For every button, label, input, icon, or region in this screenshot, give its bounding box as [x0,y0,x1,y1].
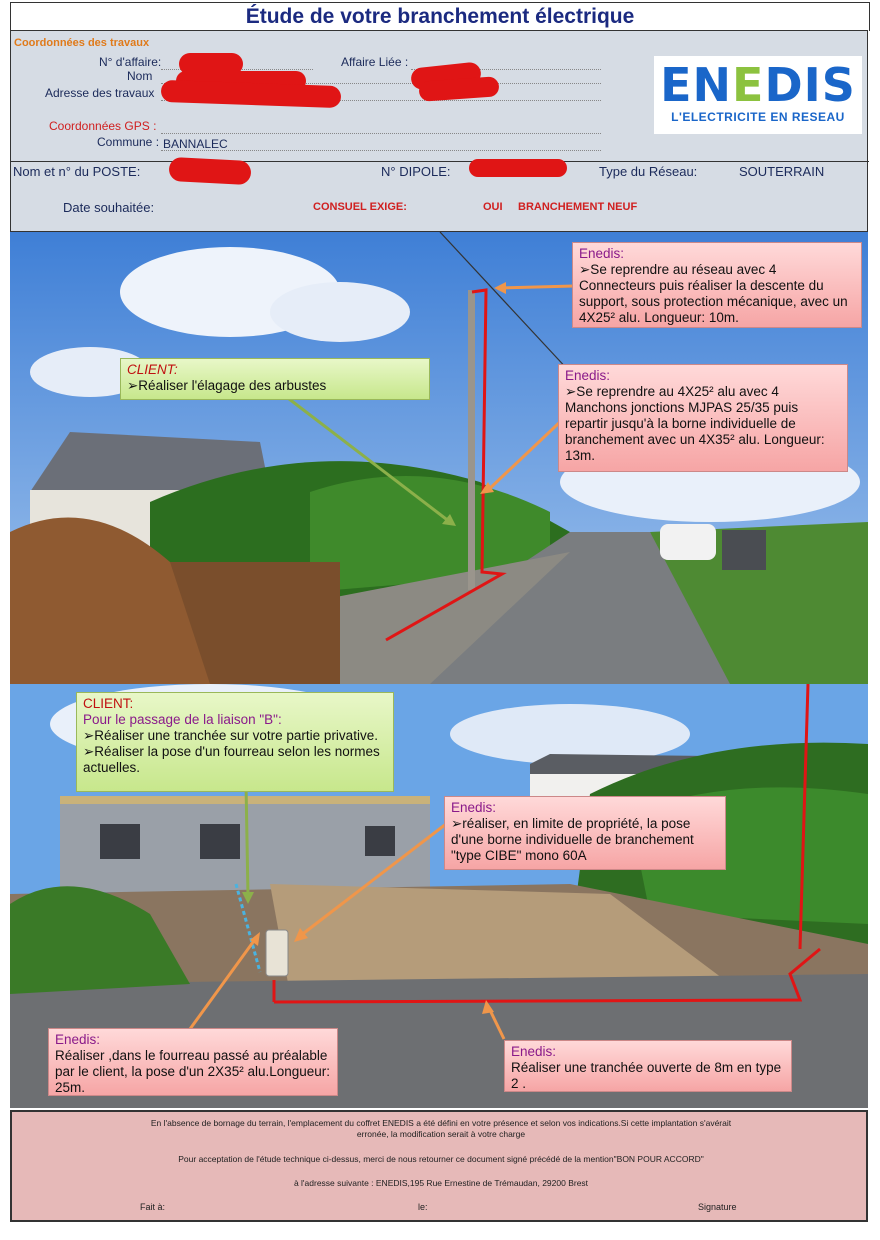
adresse-label: Adresse des travaux [45,86,155,100]
note-head: CLIENT: [127,362,178,377]
note-enedis-borne [444,796,726,870]
note-head: Enedis: [511,1044,557,1059]
note-client-tranchee [76,692,394,792]
note-enedis-manchons [558,364,848,472]
note-client-elagage [120,358,430,400]
date-label: Date souhaitée: [63,200,155,215]
footer-disclaimer: En l'absence de bornage du terrain, l'emplacement du coffret ENEDIS a été défini en votre présence et selon vos indications.Si cette implantation s'avérait [150,1118,732,1128]
affaire-liee-label: Affaire Liée : [341,55,409,69]
note-text: ➢Réaliser la pose d'un fourreau selon les normes actuelles. [83,744,380,775]
redaction-mark [418,76,499,102]
note-text: Réaliser une tranchée ouverte de 8m en type 2 . [511,1060,782,1091]
enedis-logo: ENEDIS L'ELECTRICITE EN RESEAU [654,56,862,134]
consuel-label: CONSUEL EXIGE: [313,201,407,213]
footer-disclaimer-cont: erronée, la modification serait à votre charge [356,1129,526,1139]
note-head: Enedis: [451,800,497,815]
footer-panel [10,1110,868,1222]
note-text: ➢réaliser, en limite de propriété, la pose d'une borne individuelle de branchement "type CIBE" mono 60A [451,816,694,863]
note-text: Réaliser ,dans le fourreau passé au préalable par le client, la pose d'un 2X35² alu.Longueur: 25m. [55,1048,331,1095]
footer-address: à l'adresse suivante : ENEDIS,195 Rue Ernestine de Trémaudan, 29200 Brest [293,1178,589,1188]
fait-label: Fait à: [140,1202,166,1212]
note-enedis-tranchee [504,1040,792,1092]
reseau-value: SOUTERRAIN [739,164,825,179]
logo-tagline: L'ELECTRICITE EN RESEAU [671,110,845,124]
note-enedis-descente [572,242,862,328]
branchement-type: BRANCHEMENT NEUF [518,201,638,213]
consuel-value: OUI [483,201,503,213]
date-le-label: le: [418,1202,428,1212]
page-title: Étude de votre branchement électrique [10,2,870,31]
note-text: ➢Réaliser l'élagage des arbustes [127,378,327,393]
note-text: ➢Se reprendre au réseau avec 4 Connecteurs puis réaliser la descente du support, sous protection mécanique, avec un 4X25² alu. Longueur: 10m. [579,262,848,325]
note-text: ➢Se reprendre au 4X25² alu avec 4 Manchons jonctions MJPAS 25/35 puis repartir jusqu'à la borne individuelle de branchement avec un 4X35² alu. Longueur: 13m. [565,384,825,463]
commune-label: Commune : [97,135,160,149]
note-enedis-fourreau [48,1028,338,1096]
redaction-mark [161,80,342,108]
poste-label: Nom et n° du POSTE: [13,164,141,179]
section-label: Coordonnées des travaux [14,37,150,49]
note-head: Enedis: [565,368,611,383]
reseau-label: Type du Réseau: [599,164,698,179]
note-subhead: Pour le passage de la liaison "B": [83,712,282,727]
redaction-mark [168,157,251,185]
commune-value: BANNALEC [163,137,228,151]
nom-label: Nom [127,69,153,83]
note-head: CLIENT: [83,696,134,711]
redaction-mark [469,159,567,177]
signature-label: Signature [698,1202,737,1212]
footer-acceptance: Pour acceptation de l'étude technique ci-dessus, merci de nous retourner ce document signé précédé de la mention"BON POUR ACCORD" [178,1154,704,1164]
note-head: Enedis: [579,246,625,261]
num-affaire-label: N° d'affaire: [99,55,162,69]
dipole-label: N° DIPOLE: [381,164,451,179]
note-text: ➢Réaliser une tranchée sur votre partie privative. [83,728,378,743]
gps-label: Coordonnées GPS : [49,119,157,133]
note-head: Enedis: [55,1032,101,1047]
